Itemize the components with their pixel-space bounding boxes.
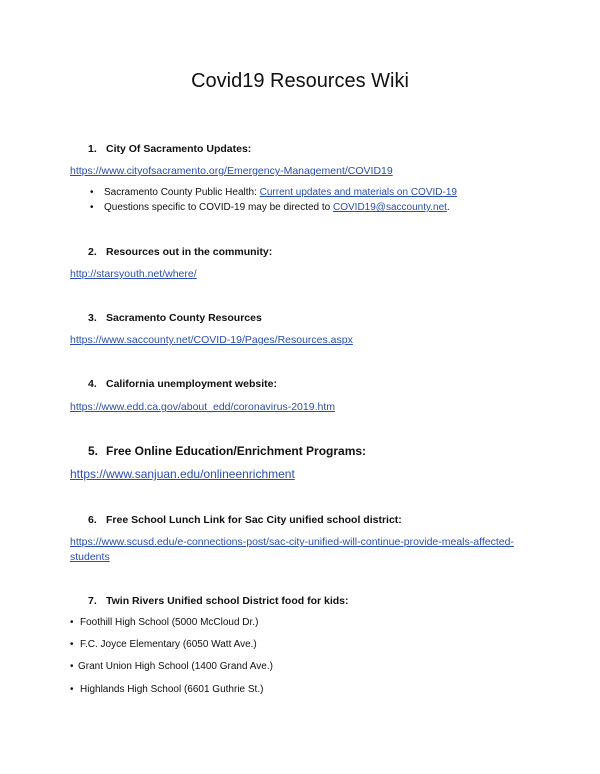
section-number: 5. <box>88 444 99 458</box>
section-number: 7. <box>88 595 97 607</box>
list-item <box>70 639 257 650</box>
list-item <box>70 617 258 628</box>
bullet-item <box>90 187 457 198</box>
bullet-suffix: . <box>446 202 450 213</box>
current-updates-link[interactable]: Current updates and materials on COVID-19 <box>259 187 457 198</box>
section-4-heading <box>88 378 277 390</box>
section-title: Resources out in the community: <box>106 246 273 258</box>
section-title: Twin Rivers Unified school District food for kids: <box>106 595 349 607</box>
list-item-text: Grant Union High School (1400 Grand Ave.) <box>78 661 273 672</box>
section-1-heading <box>88 143 251 155</box>
section-number: 6. <box>88 514 97 526</box>
section-7-heading <box>88 595 349 607</box>
list-item-text: F.C. Joyce Elementary (6050 Watt Ave.) <box>80 639 257 650</box>
starsyouth-link[interactable]: http://starsyouth.net/where/ <box>70 268 197 280</box>
saccounty-resources-link[interactable]: https://www.saccounty.net/COVID-19/Pages/Resources.aspx <box>70 334 353 346</box>
section-6-heading <box>88 514 402 526</box>
list-item-text: Foothill High School (5000 McCloud Dr.) <box>80 617 259 628</box>
list-item-text: Highlands High School (6601 Guthrie St.) <box>80 684 264 695</box>
bullet-dot: • <box>70 684 74 695</box>
section-number: 2. <box>88 246 97 258</box>
section-5-heading <box>88 444 366 458</box>
scusd-link[interactable]: https://www.scusd.edu/e-connections-post/sac-city-unified-will-continue-provide-meals-affected-students <box>70 536 514 563</box>
edd-link[interactable]: https://www.edd.ca.gov/about_edd/coronavirus-2019.htm <box>70 401 335 413</box>
section-3-heading <box>88 312 262 324</box>
list-item <box>70 661 273 672</box>
bullet-text: Sacramento County Public Health: <box>104 187 260 198</box>
section-number: 3. <box>88 312 97 324</box>
section-title: California unemployment website: <box>106 378 277 390</box>
section-title: Sacramento County Resources <box>106 312 262 324</box>
bullet-text: Questions specific to COVID-19 may be directed to <box>104 202 333 213</box>
section-2-heading <box>88 246 272 258</box>
sanjuan-link[interactable]: https://www.sanjuan.edu/onlineenrichment <box>70 467 295 481</box>
section-title: Free School Lunch Link for Sac City unified school district: <box>106 514 402 526</box>
bullet-dot: • <box>90 202 94 213</box>
bullet-dot: • <box>90 187 94 198</box>
email-link[interactable]: COVID19@saccounty.net <box>333 202 447 213</box>
bullet-item <box>90 202 450 213</box>
list-item <box>70 684 263 695</box>
section-title: City Of Sacramento Updates: <box>106 143 252 155</box>
section-title: Free Online Education/Enrichment Programs: <box>106 444 367 458</box>
section-number: 4. <box>88 378 97 390</box>
bullet-dot: • <box>70 639 74 650</box>
bullet-dot: • <box>70 617 74 628</box>
section-number: 1. <box>88 143 97 155</box>
bullet-dot: • <box>70 661 74 672</box>
city-sacramento-link[interactable]: https://www.cityofsacramento.org/Emergency-Management/COVID19 <box>70 165 393 177</box>
page-title: Covid19 Resources Wiki <box>191 70 409 92</box>
